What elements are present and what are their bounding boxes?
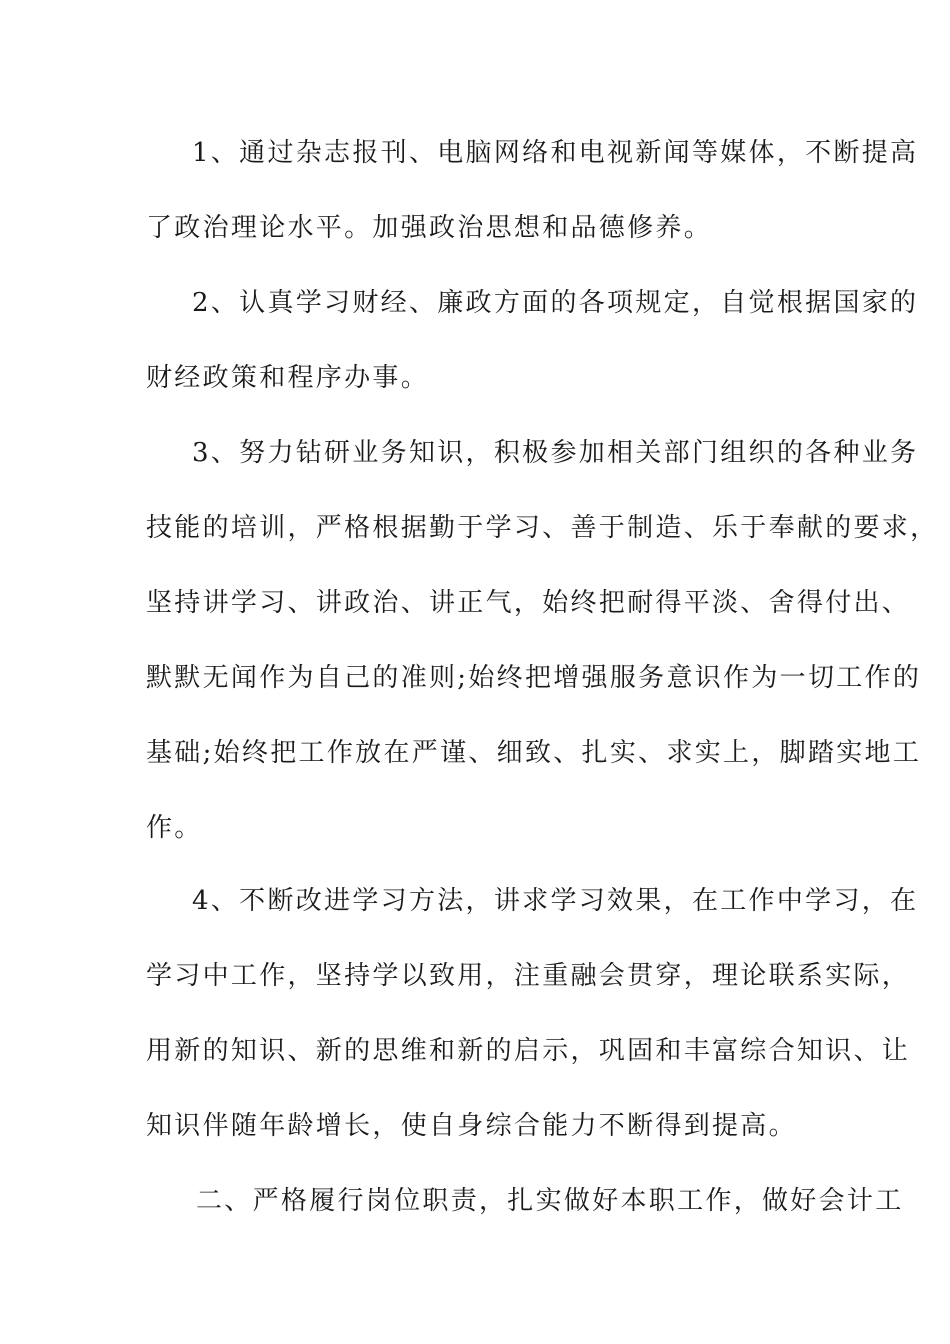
paragraph-3-line-4: 默默无闻作为自己的准则;始终把增强服务意识作为一切工作的 (146, 663, 922, 693)
paragraph-3-line-3: 坚持讲学习、讲政治、讲正气，始终把耐得平淡、舍得付出、 (146, 588, 911, 618)
paragraph-3-line-6: 作。 (146, 813, 203, 843)
paragraph-3-line-5: 基础;始终把工作放在严谨、细致、扎实、求实上，脚踏实地工 (146, 738, 922, 768)
paragraph-4-line-4: 知识伴随年龄增长，使自身综合能力不断得到提高。 (146, 1111, 797, 1141)
paragraph-4-line-3: 用新的知识、新的思维和新的启示，巩固和丰富综合知识、让 (146, 1036, 911, 1066)
section-heading-2: 二、严格履行岗位职责，扎实做好本职工作，做好会计工 (196, 1186, 904, 1216)
paragraph-2-line-2: 财经政策和程序办事。 (146, 363, 430, 393)
paragraph-3-line-2: 技能的培训，严格根据勤于学习、善于制造、乐于奉献的要求， (146, 513, 939, 543)
paragraph-4-line-2: 学习中工作，坚持学以致用，注重融会贯穿，理论联系实际， (146, 961, 911, 991)
paragraph-1-line-1: 1、通过杂志报刊、电脑网络和电视新闻等媒体，不断提高 (192, 138, 919, 168)
paragraph-2-line-1: 2、认真学习财经、廉政方面的各项规定，自觉根据国家的 (192, 288, 919, 318)
paragraph-4-line-1: 4、不断改进学习方法，讲求学习效果，在工作中学习，在 (192, 886, 919, 916)
paragraph-3-line-1: 3、努力钻研业务知识，积极参加相关部门组织的各种业务 (192, 438, 919, 468)
paragraph-1-line-2: 了政治理论水平。加强政治思想和品德修养。 (146, 213, 713, 243)
